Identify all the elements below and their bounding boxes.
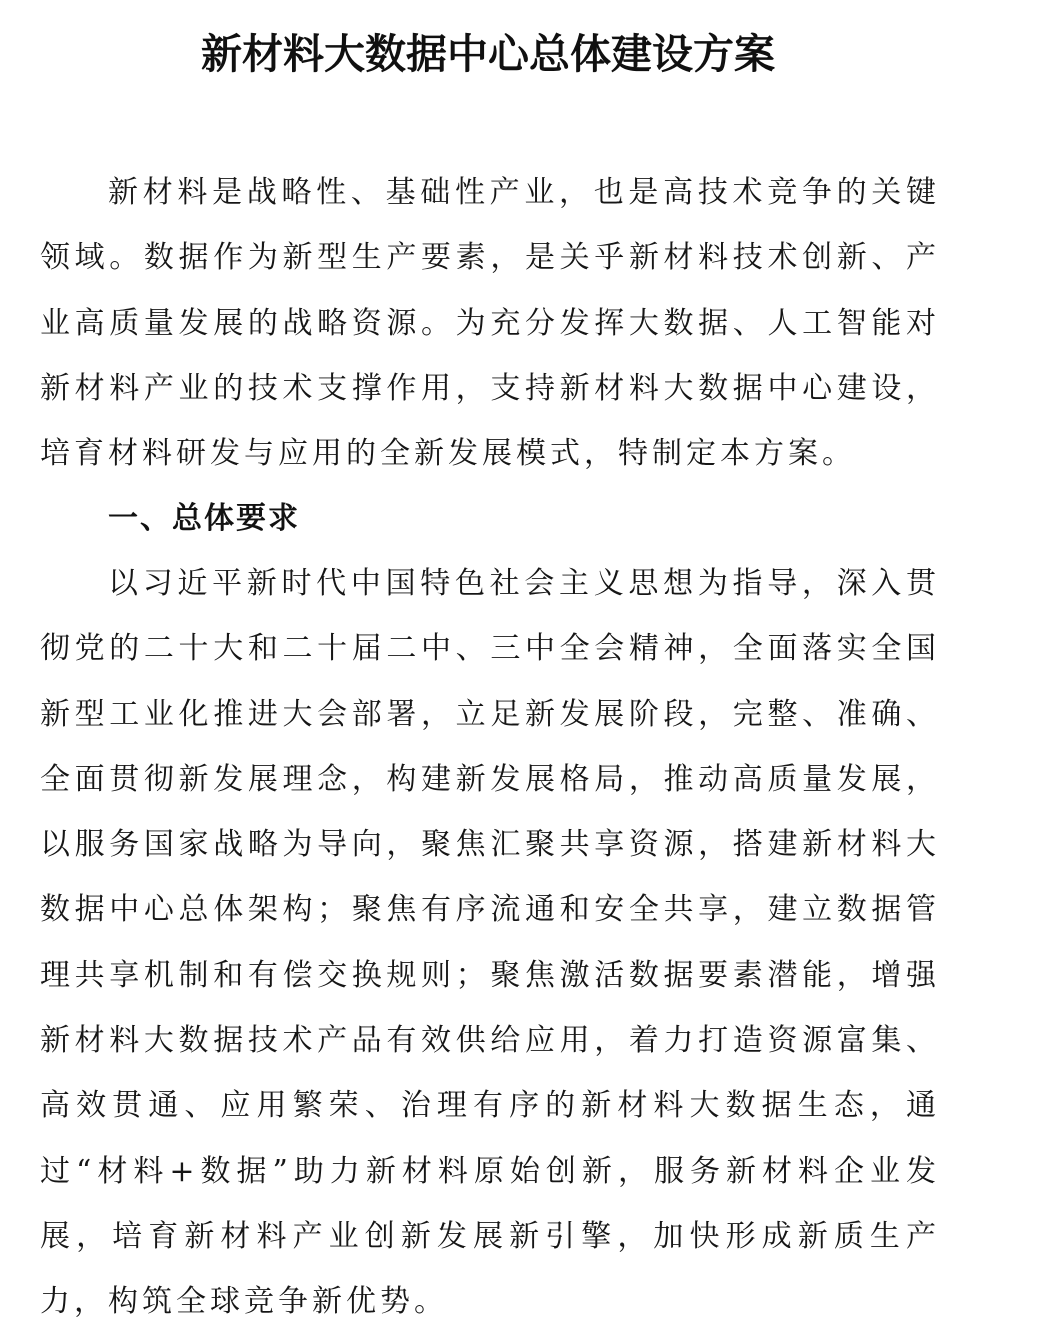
general-requirements-paragraph: 以习近平新时代中国特色社会主义思想为指导，深入贯彻党的二十大和二十届二中、三中全会精神，全面落实全国新型工业化推进大会部署，立足新发展阶段，完整、准确、全面贯彻新发展理念，构建新发展格局，推动高质量发展，以服务国家战略为导向，聚焦汇聚共享资源，搭建新材料大数据中心总体架构；聚焦有序流通和安全共享，建立数据管理共享机制和有偿交换规则；聚焦激活数据要素潜能，增强新材料大数据技术产品有效供给应用，着力打造资源富集、高效贯通、应用繁荣、治理有序的新材料大数据生态，通过“材料+数据”助力新材料原始创新，服务新材料企业发展，培育新材料产业创新发展新引擎，加快形成新质生产力，构筑全球竞争新优势。 <box>40 566 940 1320</box>
intro-paragraph: 新材料是战略性、基础性产业，也是高技术竞争的关键领域。数据作为新型生产要素，是关乎新材料技术创新、产业高质量发展的战略资源。为充分发挥大数据、人工智能对新材料产业的技术支撑作用，支持新材料大数据中心建设，培育材料研发与应用的全新发展模式，特制定本方案。 <box>40 175 940 472</box>
section-heading-general-requirements: 一、总体要求 <box>108 501 300 536</box>
document-title: 新材料大数据中心总体建设方案 <box>201 30 775 78</box>
